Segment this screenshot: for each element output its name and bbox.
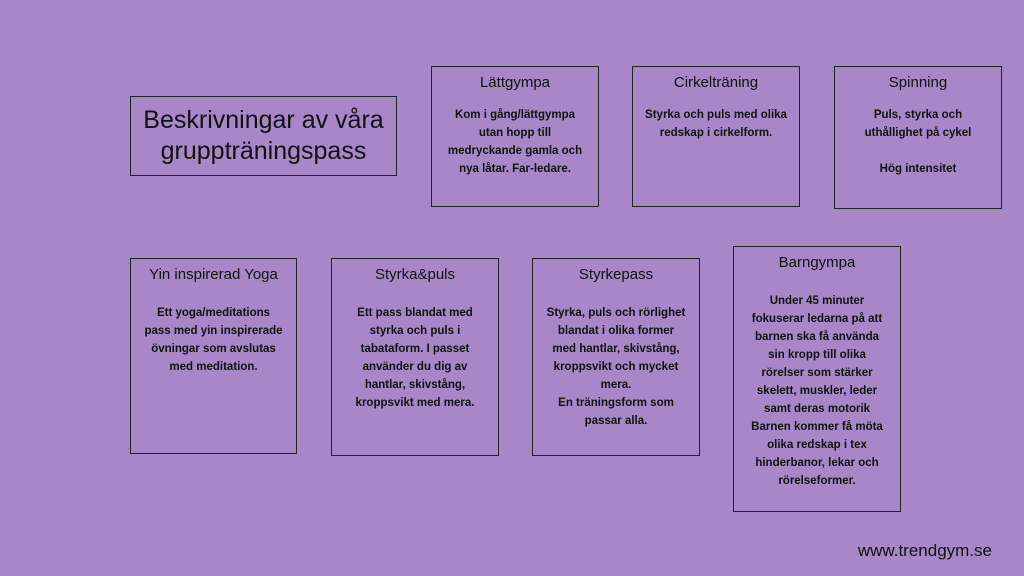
card-cirkeltraning [632, 66, 800, 207]
card-text: Styrka och puls med olika redskap i cirkelform. [645, 109, 787, 139]
card-heading: Styrkepass [578, 266, 654, 283]
card-heading: Styrka&puls [374, 266, 456, 283]
page-title: Beskrivningar av våra gruppträningspass [143, 106, 384, 165]
card-heading: Yin inspirerad Yoga [149, 266, 278, 283]
card-heading: Lättgympa [479, 74, 551, 91]
card-text: Ett yoga/meditations pass med yin inspirerade övningar som avslutas med meditation. [144, 307, 283, 373]
website-url: www.trendgym.se [857, 541, 992, 560]
card-barngympa [733, 246, 901, 512]
card-heading: Spinning [888, 74, 948, 91]
card-text: Styrka, puls och rörlighet blandat i olika former med hantlar, skivstång, kroppsvikt och mycket mera. En träningsform som passar alla. [546, 307, 686, 427]
card-text: Puls, styrka och uthållighet på cykel Hög intensitet [864, 109, 972, 175]
title-box [130, 96, 397, 176]
card-heading: Cirkelträning [673, 74, 759, 91]
card-text: Kom i gång/lättgympa utan hopp till medryckande gamla och nya låtar. Far-ledare. [447, 109, 583, 175]
card-heading: Barngympa [778, 254, 856, 271]
card-text: Under 45 minuter fokuserar ledarna på att barnen ska få använda sin kropp till olika rörelser som stärker skelett, muskler, leder samt deras motorik Barnen kommer få möta olika redskap i tex hinderbanor, lekar och rörelseformer. [751, 295, 883, 487]
card-text: Ett pass blandat med styrka och puls i tabataform. I passet använder du dig av hantlar, skivstång, kroppsvikt med mera. [355, 307, 475, 409]
card-styrkepass [532, 258, 700, 456]
card-styrka-puls [331, 258, 499, 456]
card-spinning [834, 66, 1002, 209]
card-yin-yoga [130, 258, 297, 454]
card-lattgympa [431, 66, 599, 207]
